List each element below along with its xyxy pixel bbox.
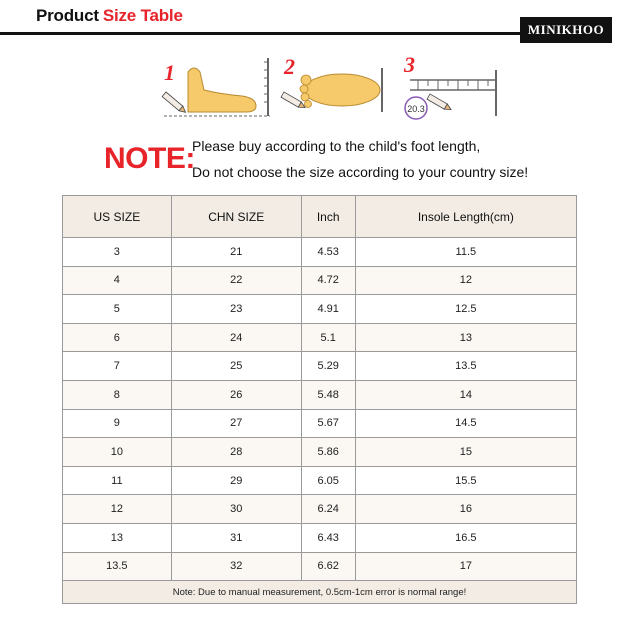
cell-insole-length: 14 [355,380,576,409]
column-header-inch: Inch [301,196,355,238]
cell-us-size: 7 [63,352,172,381]
cell-us-size: 8 [63,380,172,409]
cell-insole-length: 14.5 [355,409,576,438]
column-header-us-size: US SIZE [63,196,172,238]
column-header-chn-size: CHN SIZE [171,196,301,238]
cell-inch: 5.48 [301,380,355,409]
cell-chn-size: 26 [171,380,301,409]
cell-chn-size: 31 [171,523,301,552]
cell-inch: 5.29 [301,352,355,381]
measurement-illustration [160,50,500,125]
table-row [63,409,577,438]
header [0,0,640,46]
cell-chn-size: 23 [171,295,301,324]
table-row [63,523,577,552]
cell-us-size: 12 [63,495,172,524]
cell-inch: 6.05 [301,466,355,495]
title-underline [0,32,520,35]
cell-insole-length: 13.5 [355,352,576,381]
cell-chn-size: 28 [171,438,301,467]
table-row [63,352,577,381]
table-row [63,380,577,409]
cell-chn-size: 27 [171,409,301,438]
cell-insole-length: 12.5 [355,295,576,324]
page-title [36,6,183,26]
cell-inch: 5.1 [301,323,355,352]
cell-us-size: 13 [63,523,172,552]
table-row [63,323,577,352]
cell-us-size: 4 [63,266,172,295]
cell-insole-length: 17 [355,552,576,581]
cell-us-size: 3 [63,238,172,267]
table-body [63,238,577,581]
step-1-foot-side-icon [162,58,270,116]
column-header-insole-length: Insole Length(cm) [355,196,576,238]
step-3-ruler-icon [403,52,496,119]
cell-us-size: 6 [63,323,172,352]
step-1-number: 1 [164,60,175,85]
cell-chn-size: 25 [171,352,301,381]
cell-inch: 6.43 [301,523,355,552]
table-row [63,438,577,467]
cell-inch: 6.62 [301,552,355,581]
cell-us-size: 5 [63,295,172,324]
note-line-1: Please buy according to the child's foot length, [192,138,481,154]
table-row [63,238,577,267]
size-table [62,195,577,604]
cell-inch: 4.72 [301,266,355,295]
cell-inch: 5.67 [301,409,355,438]
cell-insole-length: 13 [355,323,576,352]
cell-insole-length: 15 [355,438,576,467]
cell-insole-length: 15.5 [355,466,576,495]
cell-inch: 4.91 [301,295,355,324]
table-row [63,295,577,324]
cell-us-size: 11 [63,466,172,495]
table-footnote: Note: Due to manual measurement, 0.5cm-1cm error is normal range! [63,581,577,604]
note-section [104,132,624,188]
cell-insole-length: 11.5 [355,238,576,267]
cell-inch: 6.24 [301,495,355,524]
table-row [63,466,577,495]
note-label: NOTE: [104,142,195,175]
cell-inch: 4.53 [301,238,355,267]
cell-chn-size: 32 [171,552,301,581]
title-part-size-table: Size Table [102,6,183,25]
table-row [63,495,577,524]
cell-chn-size: 21 [171,238,301,267]
title-part-product: Product [36,6,99,25]
cell-chn-size: 24 [171,323,301,352]
ruler-reading: 20.3 [407,104,425,114]
cell-us-size: 10 [63,438,172,467]
cell-us-size: 13.5 [63,552,172,581]
step-3-number: 3 [404,52,415,77]
step-2-foot-sole-icon [281,54,382,112]
cell-chn-size: 22 [171,266,301,295]
table-footnote-row [63,581,577,604]
cell-inch: 5.86 [301,438,355,467]
step-2-number: 2 [284,54,295,79]
cell-us-size: 9 [63,409,172,438]
note-line-2: Do not choose the size according to your country size! [192,164,529,180]
cell-chn-size: 30 [171,495,301,524]
cell-insole-length: 16 [355,495,576,524]
cell-insole-length: 12 [355,266,576,295]
table-row [63,266,577,295]
cell-chn-size: 29 [171,466,301,495]
brand-logo: MINIKHOO [520,17,612,43]
table-row [63,552,577,581]
table-header-row [63,196,577,238]
cell-insole-length: 16.5 [355,523,576,552]
